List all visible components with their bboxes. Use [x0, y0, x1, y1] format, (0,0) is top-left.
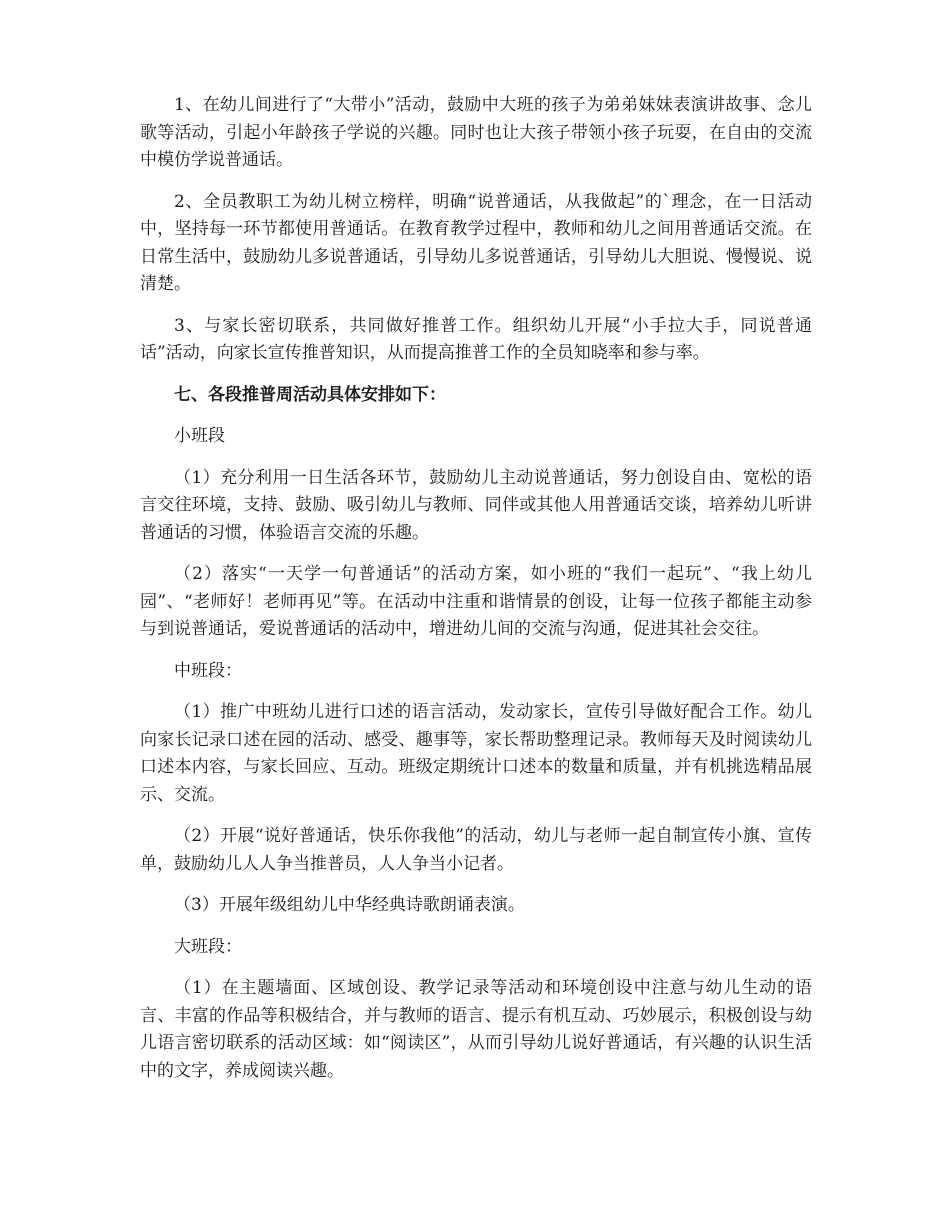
- paragraph-middle-2: （2）开展“说好普通话，快乐你我他”的活动，幼儿与老师一起自制宣传小旗、宣传单，鼓励幼儿人人争当推普员，人人争当小记者。: [140, 826, 812, 874]
- paragraph-small-2: （2）落实“一天学一句普通话”的活动方案，如小班的“我们一起玩”、“我上幼儿园”、“老师好！老师再见”等。在活动中注重和谐情景的创设，让每一位孩子都能主动参与到说普通话，爱说普通话的活动中，增进幼儿间的交流与沟通，促进其社会交往。: [140, 564, 812, 639]
- subheading-small-class: 小班段: [174, 426, 225, 446]
- paragraph-small-1: （1）充分利用一日生活各环节，鼓励幼儿主动说普通话，努力创设自由、宽松的语言交往环境，支持、鼓励、吸引幼儿与教师、同伴或其他人用普通话交谈，培养幼儿听讲普通话的习惯，体验语言交流的乐趣。: [140, 467, 812, 543]
- paragraph-2: 2、全员教职工为幼儿树立榜样，明确“说普通话，从我做起”的`理念，在一日活动中，坚持每一环节都使用普通话。在教育教学过程中，教师和幼儿之间用普通话交流。在日常生活中，鼓励幼儿多说普通话，引导幼儿多说普通话，引导幼儿大胆说、慢慢说、说清楚。: [140, 191, 812, 294]
- section-heading: 七、各段推普周活动具体安排如下：: [174, 384, 446, 405]
- paragraph-middle-1: （1）推广中班幼儿进行口述的语言活动，发动家长，宣传引导做好配合工作。幼儿向家长记录口述在园的活动、感受、趣事等，家长帮助整理记录。教师每天及时阅读幼儿口述本内容，与家长回应、互动。班级定期统计口述本的数量和质量，并有机挑选精品展示、交流。: [140, 702, 812, 805]
- subheading-large-class: 大班段：: [174, 936, 242, 957]
- paragraph-1: 1、在幼儿间进行了“大带小”活动，鼓励中大班的孩子为弟弟妹妹表演讲故事、念儿歌等活动，引起小年龄孩子学说的兴趣。同时也让大孩子带领小孩子玩耍，在自由的交流中模仿学说普通话。: [140, 95, 812, 170]
- subheading-middle-class: 中班段：: [174, 660, 242, 681]
- paragraph-3: 3、与家长密切联系，共同做好推普工作。组织幼儿开展“小手拉大手，同说普通话”活动，向家长宣传推普知识，从而提高推普工作的全员知晓率和参与率。: [140, 315, 812, 363]
- paragraph-large-1: （1）在主题墙面、区域创设、教学记录等活动和环境创设中注意与幼儿生动的语言、丰富的作品等积极结合，并与教师的语言、提示有机互动、巧妙展示，积极创设与幼儿语言密切联系的活动区域：如“阅读区”，从而引导幼儿说好普通话，有兴趣的认识生活中的文字，养成阅读兴趣。: [140, 978, 812, 1081]
- paragraph-middle-3: （3）开展年级组幼儿中华经典诗歌朗诵表演。: [174, 895, 525, 915]
- document-body: [140, 92, 812, 1099]
